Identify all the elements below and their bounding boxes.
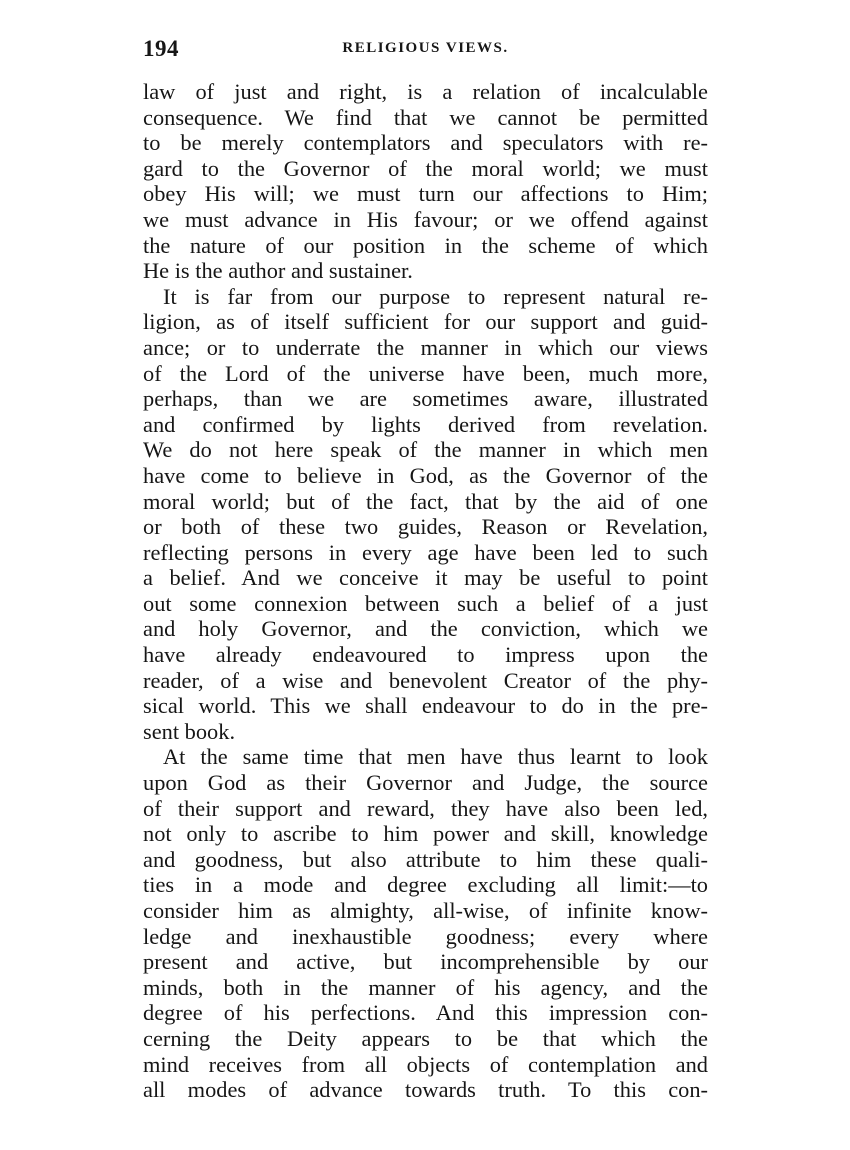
text-line: law of just and right, is a relation of incalculable [143, 79, 708, 104]
paragraph [143, 284, 708, 745]
paragraph [143, 79, 708, 284]
text-line: ligion, as of itself sufficient for our support and guid- [143, 309, 708, 335]
text-line: not only to ascribe to him power and skill, knowledge [143, 821, 708, 847]
text-line: to be merely contemplators and speculators with re- [143, 130, 708, 156]
text-line: ance; or to underrate the manner in which our views [143, 334, 708, 360]
text-line: degree of his perfections. And this impression con- [143, 1000, 708, 1026]
text-line: and goodness, but also attribute to him these quali- [143, 846, 708, 872]
text-line: the nature of our position in the scheme of which [143, 232, 708, 258]
text-line: minds, both in the manner of his agency, and the [143, 974, 708, 1000]
text-line: mind receives from all objects of contemplation and [143, 1051, 708, 1077]
text-line: It is far from our purpose to represent natural re- [163, 283, 708, 309]
text-line: and confirmed by lights derived from revelation. [143, 411, 708, 437]
text-line: have come to believe in God, as the Governor of the [143, 462, 708, 488]
text-line: At the same time that men have thus learnt to look [163, 744, 708, 770]
page-number: 194 [143, 36, 179, 61]
text-line: and holy Governor, and the conviction, which we [143, 616, 708, 642]
text-line: moral world; but of the fact, that by the aid of one [143, 488, 708, 514]
text-line: gard to the Governor of the moral world; we must [143, 155, 708, 181]
text-line: ledge and inexhaustible goodness; every where [143, 923, 708, 949]
text-line: of the Lord of the universe have been, much more, [143, 360, 708, 386]
paragraph [143, 744, 708, 1102]
text-line: or both of these two guides, Reason or Revelation, [143, 514, 708, 540]
text-line: ties in a mode and degree excluding all limit:—to [143, 872, 708, 898]
text-line: obey His will; we must turn our affections to Him; [143, 181, 708, 207]
text-line: He is the author and sustainer. [143, 258, 413, 284]
text-line: of their support and reward, they have also been led, [143, 795, 708, 821]
body-text [143, 79, 708, 1103]
text-line: we must advance in His favour; or we offend against [143, 206, 708, 232]
text-line: all modes of advance towards truth. To this con- [143, 1077, 708, 1103]
text-line: out some connexion between such a belief of a just [143, 590, 708, 616]
text-line: consider him as almighty, all-wise, of infinite know- [143, 898, 708, 923]
text-line: present and active, but incomprehensible by our [143, 949, 708, 975]
running-title: RELIGIOUS VIEWS. [342, 40, 509, 56]
text-line: have already endeavoured to impress upon the [143, 642, 708, 668]
text-line: sical world. This we shall endeavour to do in the pre- [143, 693, 708, 719]
text-line: sent book. [143, 718, 236, 744]
text-line: reflecting persons in every age have been led to such [143, 539, 708, 565]
running-head [143, 36, 708, 68]
text-line: We do not here speak of the manner in which men [143, 437, 708, 463]
text-line: cerning the Deity appears to be that which the [143, 1025, 708, 1051]
text-line: a belief. And we conceive it may be useful to point [143, 565, 708, 591]
text-line: upon God as their Governor and Judge, the source [143, 770, 708, 796]
text-line: perhaps, than we are sometimes aware, illustrated [143, 386, 708, 412]
text-line: reader, of a wise and benevolent Creator of the phy- [143, 667, 708, 693]
text-line: consequence. We find that we cannot be permitted [143, 104, 708, 130]
